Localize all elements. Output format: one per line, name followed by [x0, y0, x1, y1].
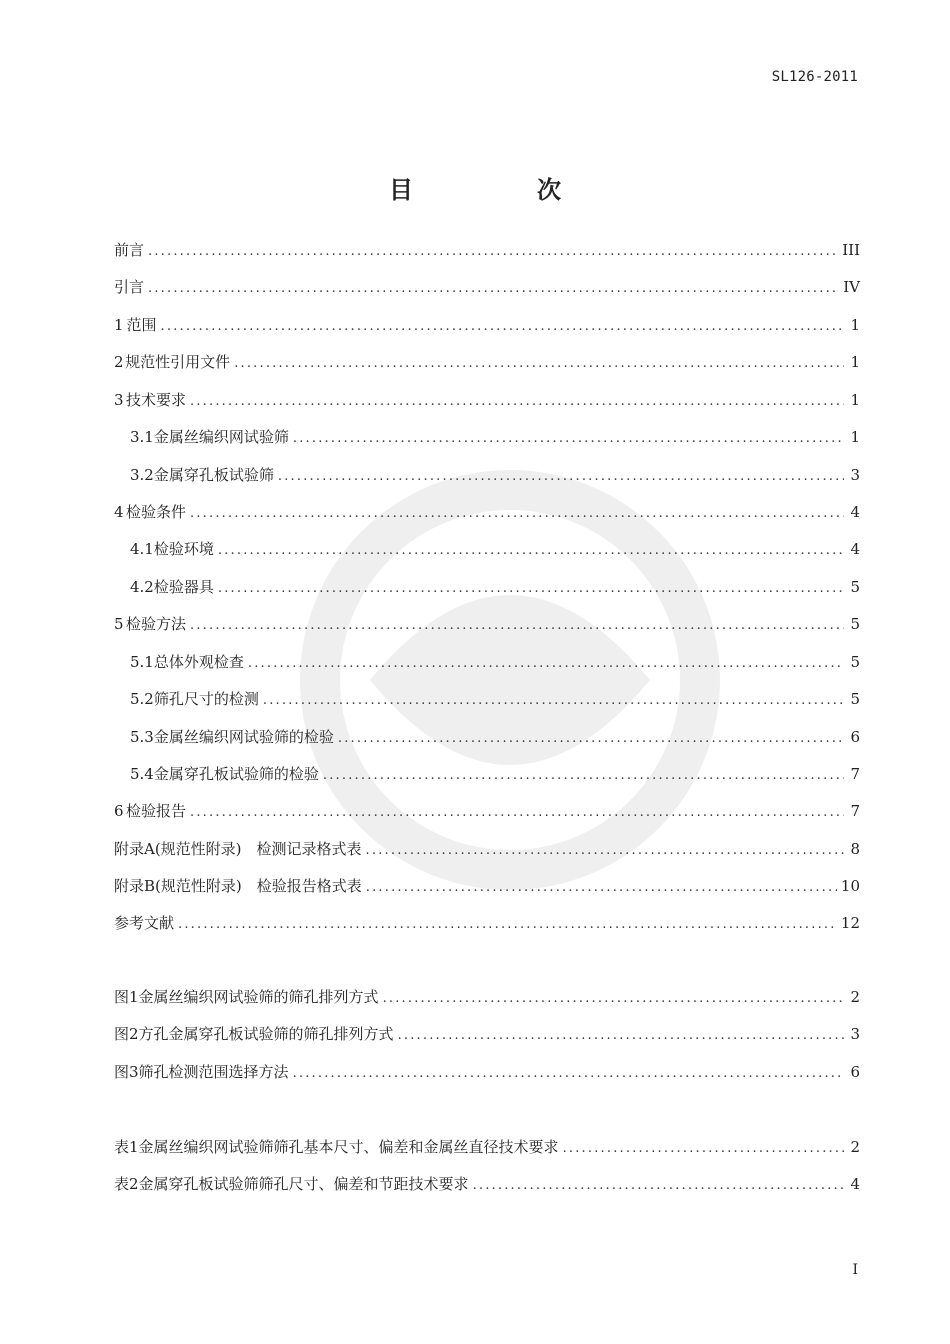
toc-entry[interactable] — [130, 764, 860, 784]
figure-page: 2 — [850, 988, 860, 1006]
toc-entry-page: III — [842, 241, 860, 259]
toc-entry-label: 前言 — [114, 241, 145, 259]
leader-dots — [398, 1026, 844, 1046]
toc-entry-number: 2 — [114, 353, 124, 371]
toc-entry-page: 5 — [850, 615, 860, 633]
standard-code: SL126-2011 — [771, 69, 858, 85]
list-of-figures — [114, 987, 860, 1087]
figure-page: 6 — [850, 1063, 860, 1081]
toc-entry-label: 规范性引用文件 — [125, 353, 231, 371]
toc-entry[interactable] — [130, 427, 860, 447]
toc-entry[interactable] — [114, 352, 860, 372]
toc-entry-label: 检验条件 — [125, 503, 186, 521]
leader-dots — [263, 691, 844, 711]
leader-dots — [293, 429, 844, 449]
toc-entry[interactable] — [114, 315, 860, 335]
table-entry[interactable] — [114, 1137, 860, 1157]
figure-entry[interactable] — [114, 1024, 860, 1044]
toc-entry-number: 5 — [114, 615, 124, 633]
toc-entry-number: 6 — [114, 802, 124, 820]
toc-entry[interactable] — [114, 913, 860, 933]
leader-dots — [563, 1139, 844, 1159]
leader-dots — [234, 354, 844, 374]
leader-dots — [190, 803, 844, 823]
toc-entry[interactable] — [114, 240, 860, 260]
table-entry[interactable] — [114, 1174, 860, 1194]
toc-entry-label: 技术要求 — [125, 391, 186, 409]
toc-entry-number: 5.4 — [130, 765, 154, 783]
leader-dots — [248, 654, 844, 674]
toc-entry-page: 1 — [850, 353, 860, 371]
leader-dots — [190, 616, 844, 636]
figure-number: 图3 — [114, 1063, 139, 1081]
toc-entry-label: 范围 — [126, 316, 157, 334]
toc-entry-number: 5.3 — [130, 728, 154, 746]
toc-entry-page: 1 — [850, 316, 860, 334]
toc-entry-number: 4 — [114, 503, 124, 521]
leader-dots — [161, 317, 844, 337]
table-number: 表1 — [114, 1138, 139, 1156]
leader-dots — [383, 989, 844, 1009]
toc-entry-number: 4.2 — [130, 578, 154, 596]
leader-dots — [366, 841, 844, 861]
leader-dots — [178, 915, 837, 935]
toc-entry-label: 金属穿孔板试验筛 — [153, 466, 274, 484]
toc-entry-page: 7 — [850, 765, 860, 783]
toc-entry-number: 5.1 — [130, 653, 154, 671]
toc-entry-label: 检验器具 — [153, 578, 214, 596]
toc-entry-page: 5 — [850, 653, 860, 671]
toc-entry-number: 5.2 — [130, 690, 154, 708]
toc-entry-page: 1 — [850, 391, 860, 409]
toc-entry[interactable] — [114, 502, 860, 522]
toc-entry[interactable] — [130, 539, 860, 559]
toc-entry-number: 3.1 — [130, 428, 154, 446]
leader-dots — [473, 1176, 844, 1196]
toc-entry-page: 7 — [850, 802, 860, 820]
leader-dots — [190, 504, 844, 524]
page-folio: I — [852, 1262, 858, 1278]
toc-entry-number: 1 — [114, 316, 124, 334]
toc-entry-number: 3 — [114, 391, 124, 409]
list-of-tables — [114, 1137, 860, 1197]
table-label: 金属穿孔板试验筛筛孔尺寸、偏差和节距技术要求 — [138, 1175, 469, 1193]
figure-label: 方孔金属穿孔板试验筛的筛孔排列方式 — [138, 1025, 394, 1043]
toc-entry-label: 金属丝编织网试验筛的检验 — [153, 728, 334, 746]
table-label: 金属丝编织网试验筛筛孔基本尺寸、偏差和金属丝直径技术要求 — [138, 1138, 559, 1156]
toc-entry[interactable] — [114, 876, 860, 896]
toc-entry[interactable] — [114, 614, 860, 634]
toc-entry-label: 金属丝编织网试验筛 — [153, 428, 289, 446]
table-page: 4 — [850, 1175, 860, 1193]
toc-entry-label: 附录A(规范性附录) 检测记录格式表 — [114, 840, 362, 858]
toc-entry[interactable] — [130, 689, 860, 709]
figure-number: 图2 — [114, 1025, 139, 1043]
toc-entry-page: 4 — [850, 503, 860, 521]
leader-dots — [218, 541, 844, 561]
leader-dots — [278, 467, 844, 487]
toc-entry[interactable] — [130, 727, 860, 747]
table-number: 表2 — [114, 1175, 139, 1193]
toc-entry[interactable] — [130, 577, 860, 597]
toc-entry-label: 附录B(规范性附录) 检验报告格式表 — [114, 877, 362, 895]
toc-entry-label: 参考文献 — [114, 914, 175, 932]
toc-entry[interactable] — [114, 839, 860, 859]
leader-dots — [148, 242, 838, 262]
leader-dots — [148, 279, 839, 299]
toc-entry[interactable] — [130, 652, 860, 672]
toc-entry-page: 6 — [850, 728, 860, 746]
toc-entry-page: 4 — [850, 540, 860, 558]
table-page: 2 — [850, 1138, 860, 1156]
toc-entry-label: 筛孔尺寸的检测 — [153, 690, 259, 708]
leader-dots — [218, 579, 844, 599]
figure-entry[interactable] — [114, 987, 860, 1007]
toc-entry-label: 检验方法 — [125, 615, 186, 633]
toc-entry-label: 检验报告 — [125, 802, 186, 820]
figure-label: 金属丝编织网试验筛的筛孔排列方式 — [138, 988, 379, 1006]
leader-dots — [323, 766, 844, 786]
toc-entry-label: 检验环境 — [153, 540, 214, 558]
toc-entry-number: 3.2 — [130, 466, 154, 484]
toc-entry-page: 3 — [850, 466, 860, 484]
toc-entry-page: 1 — [850, 428, 860, 446]
leader-dots — [338, 729, 844, 749]
toc-entry[interactable] — [114, 390, 860, 410]
toc-entry-page: 8 — [850, 840, 860, 858]
toc-entry-page: 5 — [850, 578, 860, 596]
toc-entry-page: 10 — [840, 877, 860, 895]
figure-number: 图1 — [114, 988, 139, 1006]
figure-page: 3 — [850, 1025, 860, 1043]
page-title: 目 次 — [389, 176, 611, 204]
toc-entry-label: 引言 — [114, 278, 145, 296]
toc-entry-label: 金属穿孔板试验筛的检验 — [153, 765, 319, 783]
toc-entry-page: 12 — [840, 914, 860, 932]
figure-label: 筛孔检测范围选择方法 — [138, 1063, 289, 1081]
figure-entry[interactable] — [114, 1062, 860, 1082]
toc-entry[interactable] — [130, 465, 860, 485]
toc-entry-page: IV — [843, 278, 860, 296]
leader-dots — [293, 1064, 844, 1084]
toc-entry[interactable] — [114, 277, 860, 297]
toc-entry[interactable] — [114, 801, 860, 821]
table-of-contents — [114, 240, 860, 940]
toc-entry-label: 总体外观检查 — [153, 653, 244, 671]
leader-dots — [190, 392, 844, 412]
leader-dots — [366, 878, 837, 898]
toc-entry-number: 4.1 — [130, 540, 154, 558]
toc-entry-page: 5 — [850, 690, 860, 708]
